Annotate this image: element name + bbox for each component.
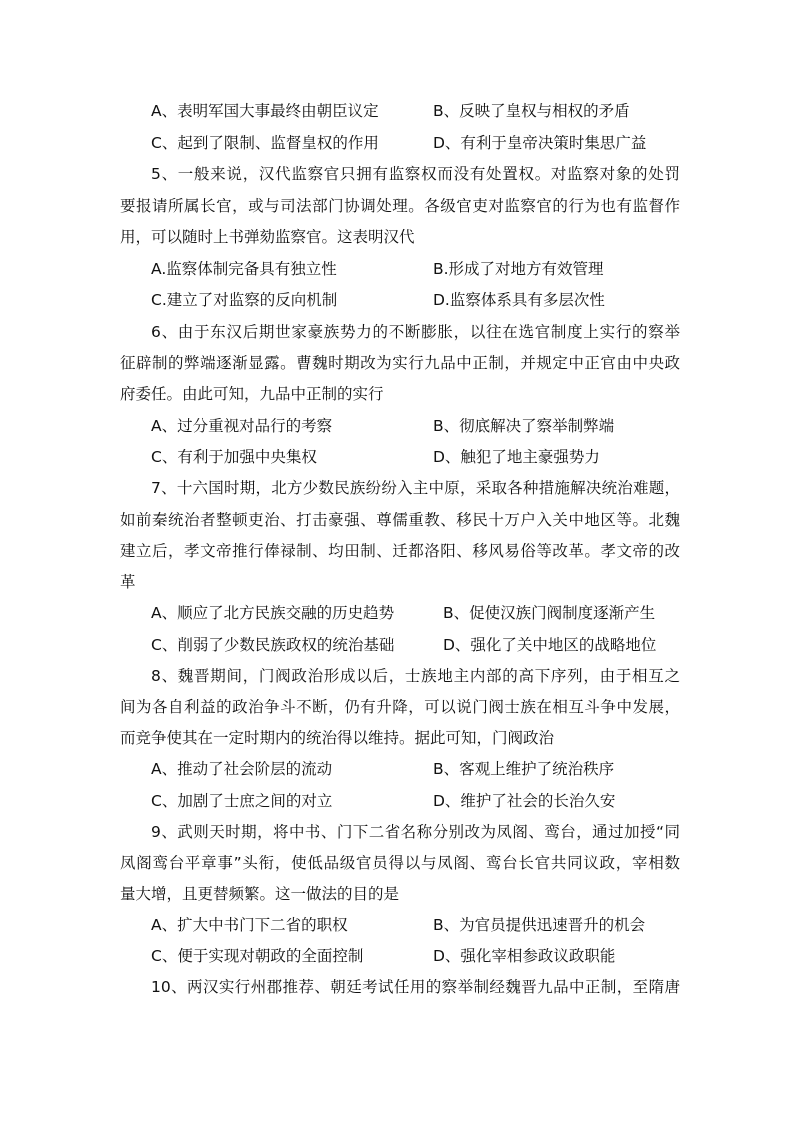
q4-option-c: C、起到了限制、监督皇权的作用 (151, 134, 379, 152)
q6-option-c: C、有利于加强中央集权 (151, 448, 317, 466)
q9-stem-line-2: 凤阁鸾台平章事”头衔，使低品级官员得以与凤阁、鸾台长官共同议政，宰相数 (120, 854, 680, 872)
q6-option-a: A、过分重视对品行的考察 (151, 417, 333, 435)
q4-option-a: A、表明军国大事最终由朝臣议定 (151, 102, 379, 120)
q7-stem-line-2: 如前秦统治者整顿吏治、打击豪强、尊儒重教、移民十万户入关中地区等。北魏 (120, 511, 680, 529)
q6-stem-line-1: 6、由于东汉后期世家豪族势力的不断膨胀，以往在选官制度上实行的察举 (151, 323, 680, 341)
q7-stem-line-3: 建立后，孝文帝推行俸禄制、均田制、迁都洛阳、移风易俗等改革。孝文帝的改 (120, 542, 680, 560)
q5-option-d: D.监察体系具有多层次性 (433, 291, 605, 309)
q7-option-d: D、强化了关中地区的战略地位 (443, 636, 657, 654)
q8-option-b: B、客观上维护了统治秩序 (433, 760, 615, 778)
q6-option-d: D、触犯了地主豪强势力 (433, 448, 600, 466)
q6-stem-line-3: 府委任。由此可知，九品中正制的实行 (120, 385, 384, 403)
q5-stem-line-3: 用，可以随时上书弹劾监察官。这表明汉代 (120, 228, 415, 246)
q6-stem-line-2: 征辟制的弊端逐渐显露。曹魏时期改为实行九品中正制，并规定中正官由中央政 (120, 354, 680, 372)
q7-stem-line-1: 7、十六国时期，北方少数民族纷纷入主中原，采取各种措施解决统治难题， (151, 479, 680, 497)
q7-stem-line-4: 革 (120, 573, 136, 591)
q7-option-b: B、促使汉族门阀制度逐渐产生 (443, 604, 656, 622)
q8-stem-line-1: 8、魏晋期间，门阀政治形成以后，士族地主内部的高下序列，由于相互之 (151, 667, 680, 685)
q9-option-b: B、为官员提供迅速晋升的机会 (433, 916, 646, 934)
q8-stem-line-2: 间为各自利益的政治争斗不断，仍有升降，可以说门阀士族在相互斗争中发展， (120, 698, 680, 716)
q4-option-d: D、有利于皇帝决策时集思广益 (433, 134, 647, 152)
q5-option-c: C.建立了对监察的反向机制 (151, 291, 338, 309)
q7-option-a: A、顺应了北方民族交融的历史趋势 (151, 604, 395, 622)
q8-stem-line-3: 而竞争使其在一定时期内的统治得以维持。据此可知，门阀政治 (120, 729, 555, 747)
q5-option-b: B.形成了对地方有效管理 (433, 260, 604, 278)
q8-option-a: A、推动了社会阶层的流动 (151, 760, 333, 778)
q10-stem-line-1: 10、两汉实行州郡推荐、朝廷考试任用的察举制经魏晋九品中正制，至隋唐 (151, 978, 680, 996)
q6-option-b: B、彻底解决了察举制弊端 (433, 417, 615, 435)
q9-stem-line-3: 量大增，且更替频繁。这一做法的目的是 (120, 885, 400, 903)
q5-stem-line-2: 要报请所属长官，或与司法部门协调处理。各级官吏对监察官的行为也有监督作 (120, 197, 680, 215)
q4-option-b: B、反映了皇权与相权的矛盾 (433, 102, 630, 120)
q5-option-a: A.监察体制完备具有独立性 (151, 260, 337, 278)
q8-option-c: C、加剧了士庶之间的对立 (151, 792, 333, 810)
q9-option-c: C、便于实现对朝政的全面控制 (151, 947, 364, 965)
q8-option-d: D、维护了社会的长治久安 (433, 792, 616, 810)
q5-stem-line-1: 5、一般来说，汉代监察官只拥有监察权而没有处置权。对监察对象的处罚 (151, 165, 680, 183)
q9-option-a: A、扩大中书门下二省的职权 (151, 916, 348, 934)
q9-option-d: D、强化宰相参政议政职能 (433, 947, 616, 965)
q9-stem-line-1: 9、武则天时期，将中书、门下二省名称分别改为凤阁、鸾台，通过加授“同 (151, 823, 680, 841)
q7-option-c: C、削弱了少数民族政权的统治基础 (151, 636, 395, 654)
